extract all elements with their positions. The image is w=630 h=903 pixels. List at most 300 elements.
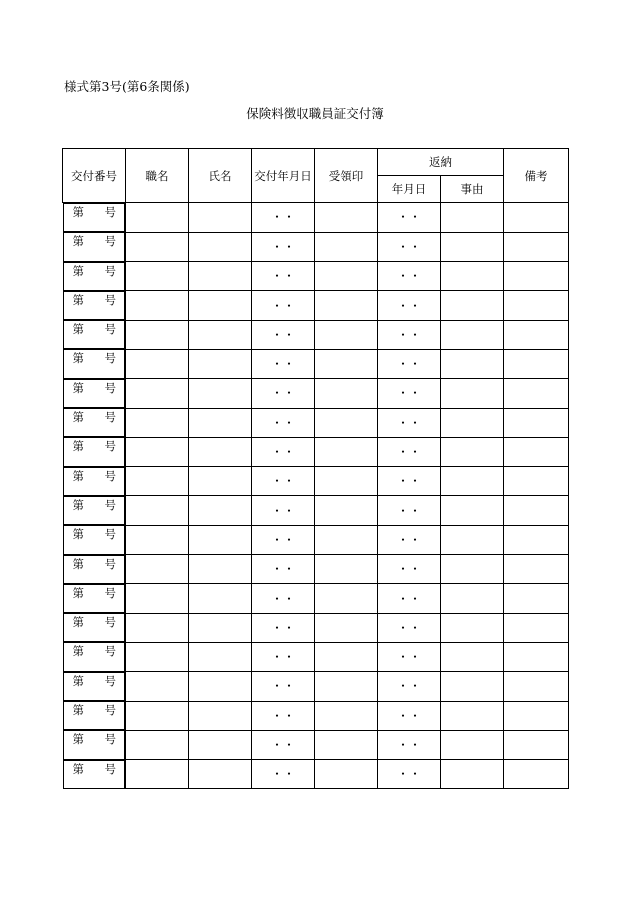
- job-title-cell[interactable]: [126, 320, 189, 349]
- remarks-cell[interactable]: [504, 730, 569, 759]
- issue-date-cell[interactable]: [252, 291, 315, 320]
- return-date-cell[interactable]: [378, 379, 441, 408]
- job-title-cell[interactable]: [126, 408, 189, 437]
- receipt-seal-cell[interactable]: [315, 642, 378, 671]
- issue-no-cell[interactable]: [63, 291, 126, 320]
- job-title-cell[interactable]: [126, 584, 189, 613]
- return-reason-cell[interactable]: [441, 437, 504, 466]
- remarks-cell[interactable]: [504, 760, 569, 789]
- date-separator-dot: ・: [283, 591, 295, 606]
- receipt-seal-cell[interactable]: [315, 291, 378, 320]
- issue-no-prefix: 第: [72, 292, 84, 307]
- date-separator-dot: ・: [271, 708, 283, 723]
- date-separator-dot: ・: [397, 708, 409, 723]
- issue-no-prefix: 第: [72, 205, 84, 219]
- issue-no-suffix: 号: [104, 732, 116, 747]
- issue-no-prefix: 第: [72, 351, 84, 366]
- return-reason-cell[interactable]: [441, 320, 504, 349]
- return-reason-cell[interactable]: [441, 203, 504, 233]
- return-reason-cell[interactable]: [441, 555, 504, 584]
- issue-date-cell[interactable]: [252, 437, 315, 466]
- issue-no-prefix: 第: [72, 322, 84, 337]
- return-date-cell[interactable]: [378, 467, 441, 496]
- date-separator-dot: ・: [283, 474, 295, 489]
- table-row: [63, 349, 569, 378]
- issue-no-cell[interactable]: [63, 672, 126, 701]
- issue-no-suffix: 号: [104, 615, 116, 630]
- table-row: [63, 232, 569, 261]
- date-separator-dot: ・: [409, 357, 421, 372]
- date-separator-dot: ・: [271, 620, 283, 635]
- remarks-cell[interactable]: [504, 349, 569, 378]
- date-separator-dot: ・: [409, 767, 421, 782]
- return-date-cell[interactable]: [378, 262, 441, 291]
- job-title-cell[interactable]: [126, 437, 189, 466]
- date-separator-dot: ・: [397, 357, 409, 372]
- name-cell[interactable]: [189, 672, 252, 701]
- date-separator-dot: ・: [271, 767, 283, 782]
- receipt-seal-cell[interactable]: [315, 584, 378, 613]
- job-title-cell[interactable]: [126, 262, 189, 291]
- date-separator-dot: ・: [409, 503, 421, 518]
- date-separator-dot: ・: [409, 474, 421, 489]
- issue-no-prefix: 第: [72, 410, 84, 425]
- date-separator-dot: ・: [271, 298, 283, 313]
- issue-no-prefix: 第: [72, 703, 84, 718]
- date-separator-dot: ・: [271, 357, 283, 372]
- name-cell[interactable]: [189, 701, 252, 730]
- date-separator-dot: ・: [397, 737, 409, 752]
- return-reason-cell[interactable]: [441, 262, 504, 291]
- date-separator-dot: ・: [271, 445, 283, 460]
- return-date-cell[interactable]: [378, 555, 441, 584]
- return-date-cell[interactable]: [378, 320, 441, 349]
- return-reason-cell[interactable]: [441, 613, 504, 642]
- return-reason-cell[interactable]: [441, 467, 504, 496]
- issue-date-cell[interactable]: [252, 642, 315, 671]
- remarks-cell[interactable]: [504, 672, 569, 701]
- issue-date-cell[interactable]: [252, 672, 315, 701]
- date-separator-dot: ・: [283, 532, 295, 547]
- header-issue-date: 交付年月日: [252, 149, 315, 203]
- issue-no-cell[interactable]: [63, 232, 126, 261]
- date-separator-dot: ・: [397, 327, 409, 342]
- receipt-seal-cell[interactable]: [315, 525, 378, 554]
- table-row: [63, 525, 569, 554]
- issue-date-cell[interactable]: [252, 379, 315, 408]
- return-date-cell[interactable]: [378, 349, 441, 378]
- date-separator-dot: ・: [409, 445, 421, 460]
- date-separator-dot: ・: [271, 503, 283, 518]
- date-separator-dot: ・: [271, 650, 283, 665]
- header-job-title: 職名: [126, 149, 189, 203]
- remarks-cell[interactable]: [504, 701, 569, 730]
- issue-no-suffix: 号: [104, 673, 116, 688]
- issue-date-cell[interactable]: [252, 730, 315, 759]
- issue-no-suffix: 号: [104, 322, 116, 337]
- issue-date-cell[interactable]: [252, 701, 315, 730]
- date-separator-dot: ・: [397, 591, 409, 606]
- remarks-cell[interactable]: [504, 613, 569, 642]
- issue-no-prefix: 第: [72, 761, 84, 776]
- issue-date-cell[interactable]: [252, 496, 315, 525]
- remarks-cell[interactable]: [504, 584, 569, 613]
- date-separator-dot: ・: [397, 767, 409, 782]
- name-cell[interactable]: [189, 408, 252, 437]
- date-separator-dot: ・: [409, 415, 421, 430]
- date-separator-dot: ・: [409, 650, 421, 665]
- issue-date-cell[interactable]: [252, 232, 315, 261]
- date-separator-dot: ・: [397, 562, 409, 577]
- job-title-cell[interactable]: [126, 525, 189, 554]
- date-separator-dot: ・: [409, 620, 421, 635]
- job-title-cell[interactable]: [126, 232, 189, 261]
- table-row: [63, 642, 569, 671]
- remarks-cell[interactable]: [504, 642, 569, 671]
- job-title-cell[interactable]: [126, 379, 189, 408]
- receipt-seal-cell[interactable]: [315, 760, 378, 789]
- date-separator-dot: ・: [283, 737, 295, 752]
- table-row: [63, 203, 569, 233]
- remarks-cell[interactable]: [504, 496, 569, 525]
- date-separator-dot: ・: [409, 532, 421, 547]
- remarks-cell[interactable]: [504, 408, 569, 437]
- return-reason-cell[interactable]: [441, 525, 504, 554]
- return-date-cell[interactable]: [378, 730, 441, 759]
- date-separator-dot: ・: [283, 503, 295, 518]
- table-row: [63, 437, 569, 466]
- receipt-seal-cell[interactable]: [315, 320, 378, 349]
- job-title-cell[interactable]: [126, 349, 189, 378]
- date-separator-dot: ・: [283, 620, 295, 635]
- header-return-date: 年月日: [378, 176, 441, 203]
- date-separator-dot: ・: [283, 562, 295, 577]
- issue-no-cell[interactable]: [63, 349, 126, 378]
- issue-date-cell[interactable]: [252, 555, 315, 584]
- issue-date-cell[interactable]: [252, 320, 315, 349]
- job-title-cell[interactable]: [126, 555, 189, 584]
- date-separator-dot: ・: [283, 415, 295, 430]
- remarks-cell[interactable]: [504, 232, 569, 261]
- name-cell[interactable]: [189, 320, 252, 349]
- issue-no-suffix: 号: [104, 585, 116, 600]
- date-separator-dot: ・: [283, 327, 295, 342]
- name-cell[interactable]: [189, 555, 252, 584]
- issue-no-prefix: 第: [72, 615, 84, 630]
- date-separator-dot: ・: [283, 445, 295, 460]
- table-row: [63, 613, 569, 642]
- issue-no-prefix: 第: [72, 673, 84, 688]
- job-title-cell[interactable]: [126, 203, 189, 233]
- return-reason-cell[interactable]: [441, 408, 504, 437]
- date-separator-dot: ・: [271, 562, 283, 577]
- return-reason-cell[interactable]: [441, 349, 504, 378]
- issue-no-suffix: 号: [104, 351, 116, 366]
- issue-no-prefix: 第: [72, 263, 84, 278]
- return-reason-cell[interactable]: [441, 232, 504, 261]
- return-date-cell[interactable]: [378, 584, 441, 613]
- remarks-cell[interactable]: [504, 467, 569, 496]
- date-separator-dot: ・: [397, 239, 409, 254]
- name-cell[interactable]: [189, 379, 252, 408]
- issue-date-cell[interactable]: [252, 262, 315, 291]
- date-separator-dot: ・: [283, 708, 295, 723]
- date-separator-dot: ・: [283, 357, 295, 372]
- remarks-cell[interactable]: [504, 320, 569, 349]
- name-cell[interactable]: [189, 349, 252, 378]
- remarks-cell[interactable]: [504, 437, 569, 466]
- document-title: 保険料徴収職員証交付簿: [246, 106, 384, 121]
- issue-no-cell[interactable]: [63, 555, 126, 584]
- table-row: [63, 701, 569, 730]
- issue-no-cell[interactable]: [63, 320, 126, 349]
- name-cell[interactable]: [189, 730, 252, 759]
- return-date-cell[interactable]: [378, 232, 441, 261]
- date-separator-dot: ・: [397, 679, 409, 694]
- job-title-cell[interactable]: [126, 291, 189, 320]
- job-title-cell[interactable]: [126, 642, 189, 671]
- receipt-seal-cell[interactable]: [315, 232, 378, 261]
- issue-no-suffix: 号: [104, 380, 116, 395]
- return-date-cell[interactable]: [378, 642, 441, 671]
- remarks-cell[interactable]: [504, 525, 569, 554]
- issue-no-suffix: 号: [104, 292, 116, 307]
- name-cell[interactable]: [189, 437, 252, 466]
- date-separator-dot: ・: [283, 298, 295, 313]
- table-row: [63, 291, 569, 320]
- return-reason-cell[interactable]: [441, 760, 504, 789]
- issue-no-suffix: 号: [104, 263, 116, 278]
- date-separator-dot: ・: [271, 327, 283, 342]
- issue-no-suffix: 号: [104, 234, 116, 249]
- issue-no-prefix: 第: [72, 380, 84, 395]
- receipt-seal-cell[interactable]: [315, 437, 378, 466]
- date-separator-dot: ・: [397, 650, 409, 665]
- issue-date-cell[interactable]: [252, 203, 315, 233]
- receipt-seal-cell[interactable]: [315, 349, 378, 378]
- date-separator-dot: ・: [397, 532, 409, 547]
- date-separator-dot: ・: [397, 269, 409, 284]
- job-title-cell[interactable]: [126, 760, 189, 789]
- name-cell[interactable]: [189, 291, 252, 320]
- issue-no-cell[interactable]: [63, 642, 126, 671]
- name-cell[interactable]: [189, 525, 252, 554]
- return-date-cell[interactable]: [378, 203, 441, 233]
- issue-no-suffix: 号: [104, 439, 116, 454]
- name-cell[interactable]: [189, 584, 252, 613]
- table-row: [63, 584, 569, 613]
- issuance-register-table: [62, 148, 569, 789]
- name-cell[interactable]: [189, 467, 252, 496]
- date-separator-dot: ・: [397, 503, 409, 518]
- date-separator-dot: ・: [271, 415, 283, 430]
- issue-no-suffix: 号: [104, 644, 116, 659]
- header-return-reason: 事由: [441, 176, 504, 203]
- issue-date-cell[interactable]: [252, 467, 315, 496]
- return-date-cell[interactable]: [378, 672, 441, 701]
- date-separator-dot: ・: [397, 474, 409, 489]
- date-separator-dot: ・: [271, 474, 283, 489]
- receipt-seal-cell[interactable]: [315, 730, 378, 759]
- date-separator-dot: ・: [397, 386, 409, 401]
- job-title-cell[interactable]: [126, 467, 189, 496]
- header-name: 氏名: [189, 149, 252, 203]
- date-separator-dot: ・: [397, 210, 409, 225]
- return-reason-cell[interactable]: [441, 642, 504, 671]
- issue-no-suffix: 号: [104, 703, 116, 718]
- issue-no-cell[interactable]: [63, 730, 126, 759]
- issue-no-cell[interactable]: [63, 379, 126, 408]
- date-separator-dot: ・: [271, 239, 283, 254]
- issue-no-suffix: 号: [104, 468, 116, 483]
- remarks-cell[interactable]: [504, 203, 569, 233]
- name-cell[interactable]: [189, 760, 252, 789]
- return-reason-cell[interactable]: [441, 291, 504, 320]
- remarks-cell[interactable]: [504, 379, 569, 408]
- issue-date-cell[interactable]: [252, 584, 315, 613]
- issue-no-cell[interactable]: [63, 760, 126, 789]
- issue-no-cell[interactable]: [63, 525, 126, 554]
- date-separator-dot: ・: [397, 415, 409, 430]
- issue-date-cell[interactable]: [252, 349, 315, 378]
- name-cell[interactable]: [189, 613, 252, 642]
- issue-no-suffix: 号: [104, 527, 116, 542]
- form-number: 様式第3号(第6条関係): [64, 79, 190, 94]
- receipt-seal-cell[interactable]: [315, 613, 378, 642]
- receipt-seal-cell[interactable]: [315, 701, 378, 730]
- issue-no-prefix: 第: [72, 644, 84, 659]
- issue-no-suffix: 号: [104, 205, 116, 219]
- date-separator-dot: ・: [409, 679, 421, 694]
- date-separator-dot: ・: [409, 737, 421, 752]
- issue-no-cell[interactable]: [63, 203, 126, 232]
- receipt-seal-cell[interactable]: [315, 408, 378, 437]
- issue-no-cell[interactable]: [63, 496, 126, 525]
- date-separator-dot: ・: [409, 239, 421, 254]
- date-separator-dot: ・: [283, 767, 295, 782]
- job-title-cell[interactable]: [126, 701, 189, 730]
- table-row: [63, 760, 569, 789]
- issue-no-cell[interactable]: [63, 408, 126, 437]
- date-separator-dot: ・: [409, 327, 421, 342]
- date-separator-dot: ・: [409, 298, 421, 313]
- issue-no-cell[interactable]: [63, 584, 126, 613]
- issue-no-suffix: 号: [104, 556, 116, 571]
- date-separator-dot: ・: [283, 210, 295, 225]
- header-issue-no: 交付番号: [63, 149, 126, 203]
- receipt-seal-cell[interactable]: [315, 496, 378, 525]
- date-separator-dot: ・: [397, 298, 409, 313]
- issue-no-prefix: 第: [72, 732, 84, 747]
- register-body: [63, 203, 569, 789]
- receipt-seal-cell[interactable]: [315, 203, 378, 233]
- date-separator-dot: ・: [409, 562, 421, 577]
- issue-no-cell[interactable]: [63, 437, 126, 466]
- issue-no-prefix: 第: [72, 556, 84, 571]
- receipt-seal-cell[interactable]: [315, 672, 378, 701]
- return-date-cell[interactable]: [378, 760, 441, 789]
- date-separator-dot: ・: [271, 532, 283, 547]
- return-date-cell[interactable]: [378, 496, 441, 525]
- date-separator-dot: ・: [283, 239, 295, 254]
- issue-date-cell[interactable]: [252, 408, 315, 437]
- return-reason-cell[interactable]: [441, 672, 504, 701]
- date-separator-dot: ・: [271, 269, 283, 284]
- issue-no-cell[interactable]: [63, 613, 126, 642]
- header-remarks: 備考: [504, 149, 569, 203]
- date-separator-dot: ・: [271, 591, 283, 606]
- job-title-cell[interactable]: [126, 672, 189, 701]
- return-date-cell[interactable]: [378, 408, 441, 437]
- issue-no-prefix: 第: [72, 468, 84, 483]
- date-separator-dot: ・: [283, 679, 295, 694]
- return-reason-cell[interactable]: [441, 584, 504, 613]
- name-cell[interactable]: [189, 203, 252, 233]
- issue-no-prefix: 第: [72, 527, 84, 542]
- return-date-cell[interactable]: [378, 437, 441, 466]
- table-row: [63, 496, 569, 525]
- issue-date-cell[interactable]: [252, 525, 315, 554]
- remarks-cell[interactable]: [504, 555, 569, 584]
- table-row: [63, 672, 569, 701]
- receipt-seal-cell[interactable]: [315, 262, 378, 291]
- return-reason-cell[interactable]: [441, 730, 504, 759]
- name-cell[interactable]: [189, 262, 252, 291]
- issue-no-suffix: 号: [104, 761, 116, 776]
- name-cell[interactable]: [189, 496, 252, 525]
- job-title-cell[interactable]: [126, 730, 189, 759]
- return-date-cell[interactable]: [378, 701, 441, 730]
- return-date-cell[interactable]: [378, 291, 441, 320]
- table-row: [63, 730, 569, 759]
- date-separator-dot: ・: [271, 737, 283, 752]
- return-date-cell[interactable]: [378, 525, 441, 554]
- return-reason-cell[interactable]: [441, 379, 504, 408]
- issue-no-cell[interactable]: [63, 701, 126, 730]
- issue-no-suffix: 号: [104, 497, 116, 512]
- issue-no-cell[interactable]: [63, 467, 126, 496]
- name-cell[interactable]: [189, 642, 252, 671]
- issue-no-suffix: 号: [104, 410, 116, 425]
- date-separator-dot: ・: [409, 708, 421, 723]
- date-separator-dot: ・: [397, 620, 409, 635]
- table-row: [63, 262, 569, 291]
- issue-date-cell[interactable]: [252, 760, 315, 789]
- date-separator-dot: ・: [409, 210, 421, 225]
- issue-no-cell[interactable]: [63, 262, 126, 291]
- issue-no-prefix: 第: [72, 497, 84, 512]
- receipt-seal-cell[interactable]: [315, 467, 378, 496]
- return-reason-cell[interactable]: [441, 496, 504, 525]
- receipt-seal-cell[interactable]: [315, 555, 378, 584]
- return-reason-cell[interactable]: [441, 701, 504, 730]
- remarks-cell[interactable]: [504, 262, 569, 291]
- name-cell[interactable]: [189, 232, 252, 261]
- return-date-cell[interactable]: [378, 613, 441, 642]
- date-separator-dot: ・: [271, 386, 283, 401]
- date-separator-dot: ・: [397, 445, 409, 460]
- remarks-cell[interactable]: [504, 291, 569, 320]
- header-receipt-seal: 受領印: [315, 149, 378, 203]
- receipt-seal-cell[interactable]: [315, 379, 378, 408]
- table-row: [63, 555, 569, 584]
- date-separator-dot: ・: [283, 269, 295, 284]
- issue-no-prefix: 第: [72, 439, 84, 454]
- job-title-cell[interactable]: [126, 613, 189, 642]
- issue-date-cell[interactable]: [252, 613, 315, 642]
- job-title-cell[interactable]: [126, 496, 189, 525]
- date-separator-dot: ・: [283, 386, 295, 401]
